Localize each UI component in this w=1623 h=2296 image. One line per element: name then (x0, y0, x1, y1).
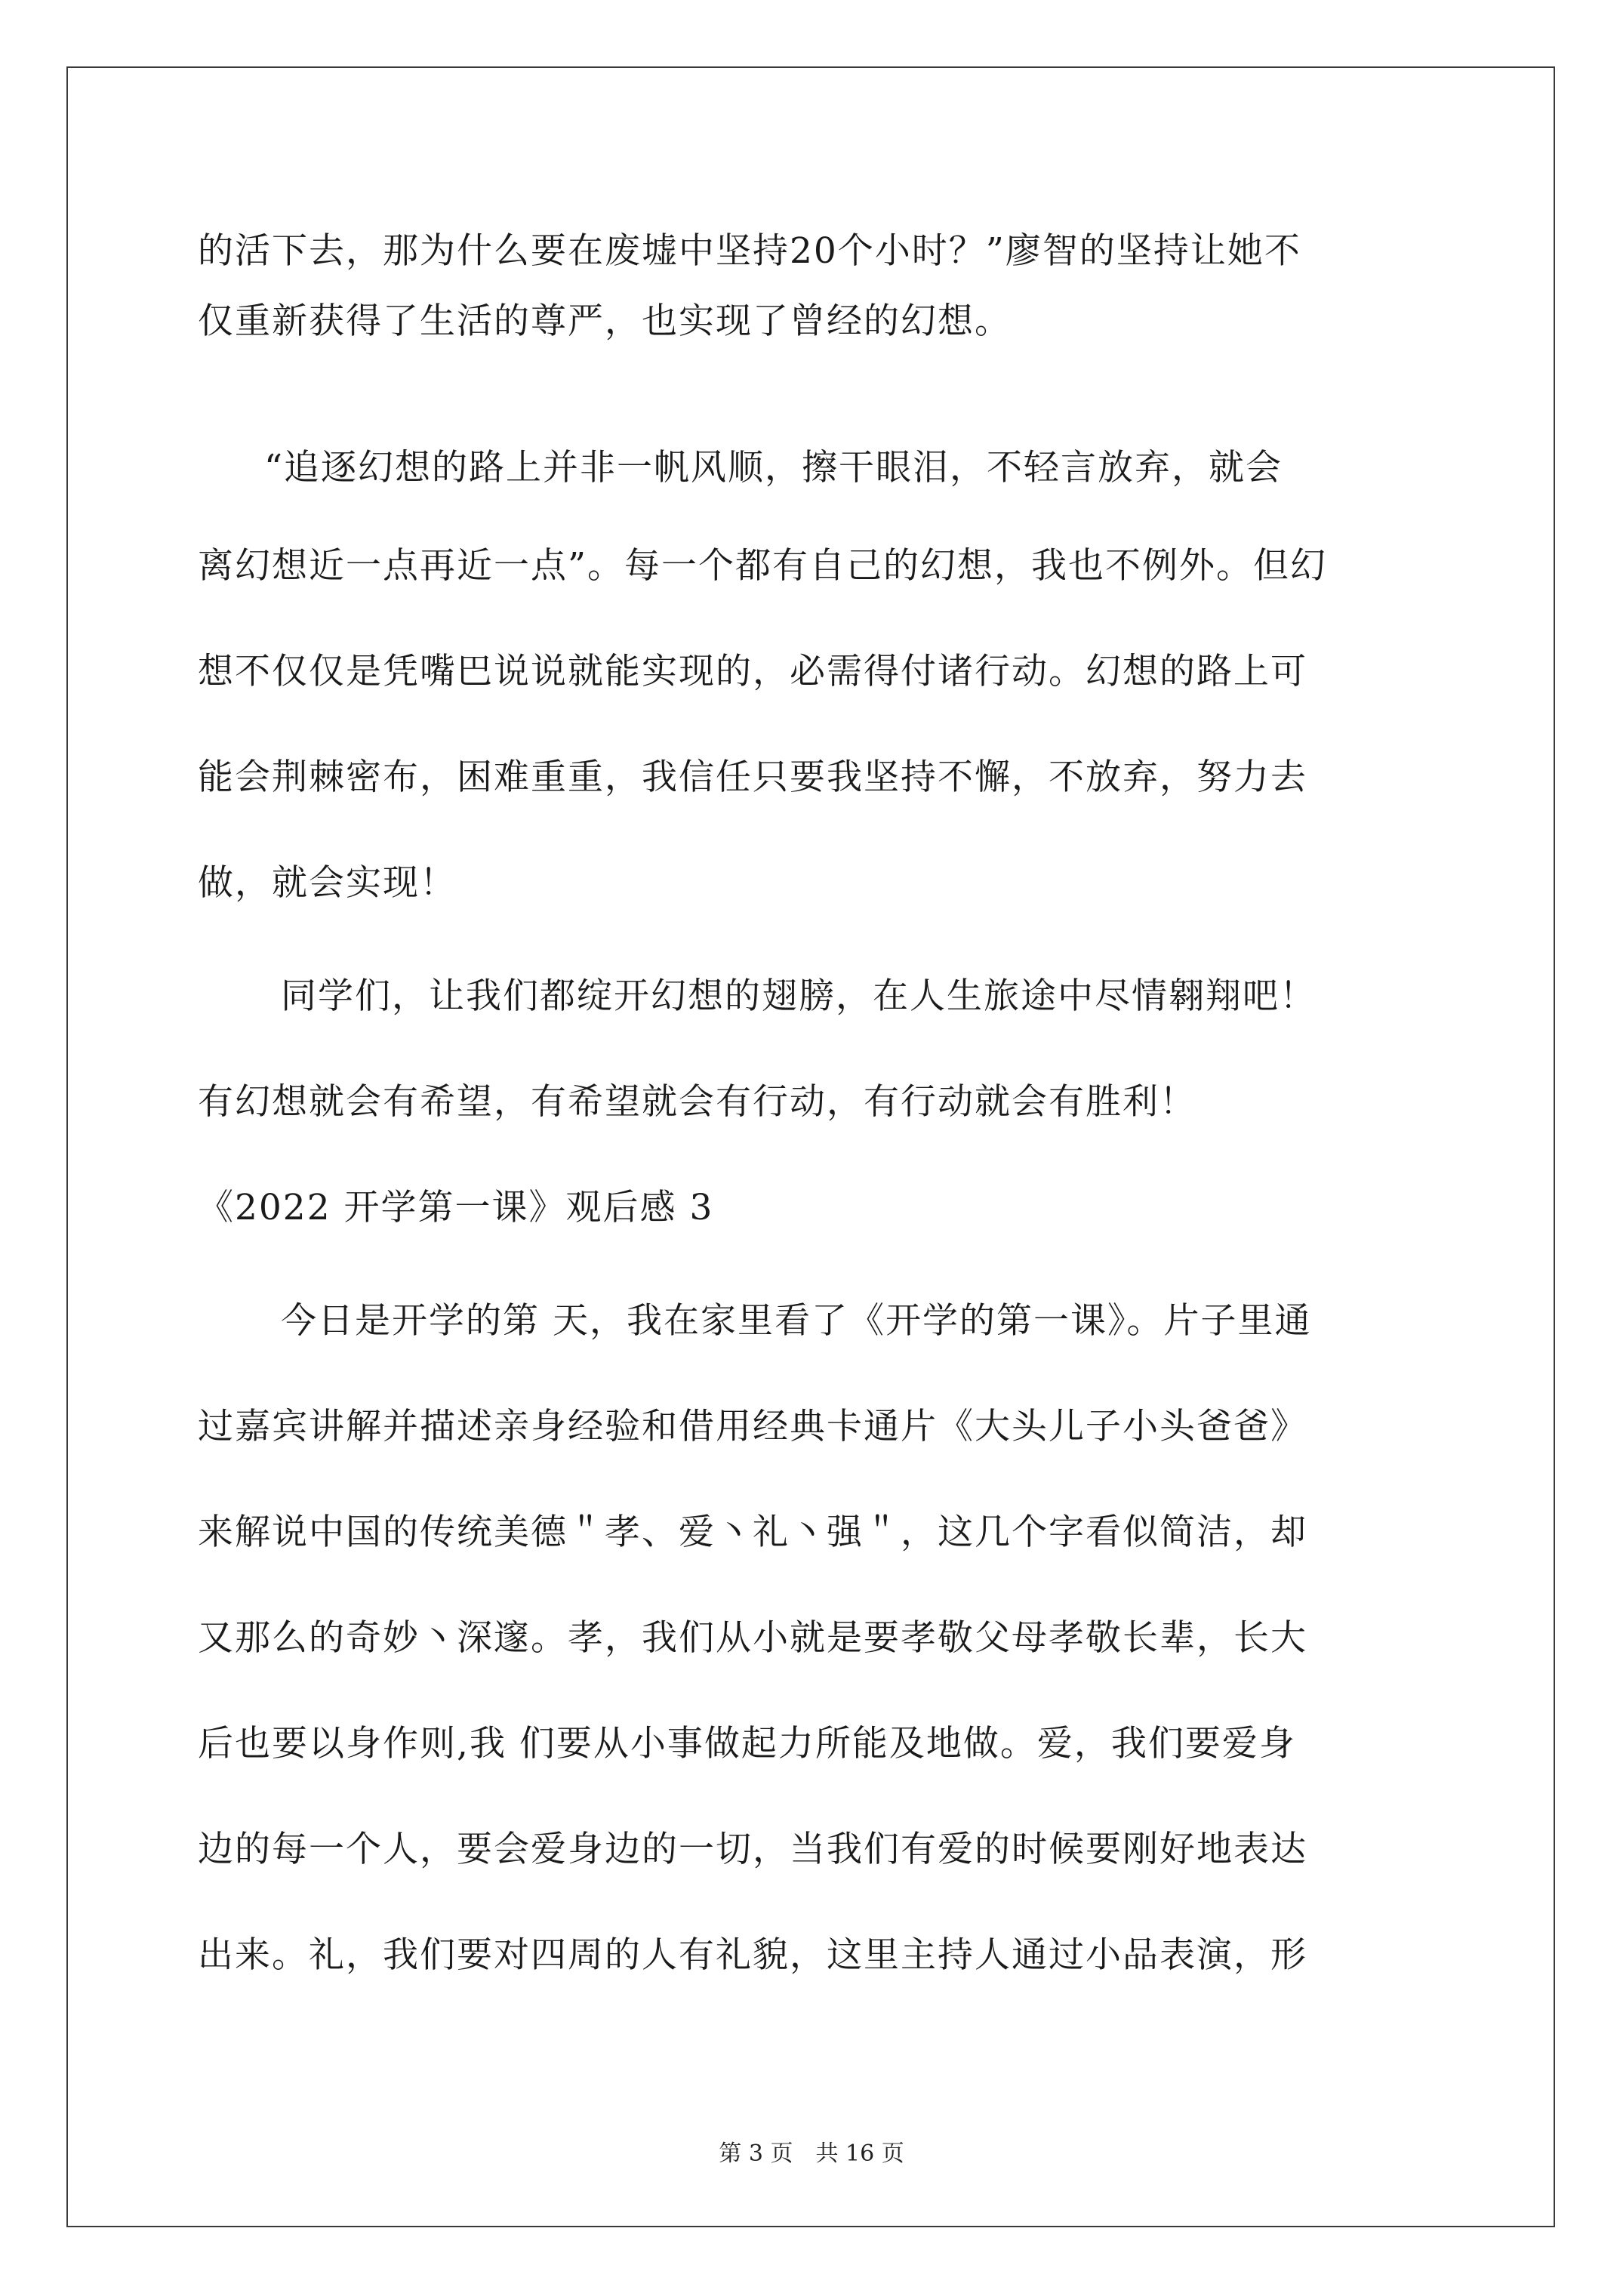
text-line: 的活下去，那为什么要在废墟中坚持20个小时？”廖智的坚持让她不 (198, 230, 1301, 272)
text-line: 后也要以身作则,我 们要从小事做起力所能及地做。爱，我们要爱身 (198, 1723, 1296, 1764)
text-line: 边的每一个人，要会爱身边的一切，当我们有爱的时候要刚好地表达 (198, 1829, 1307, 1870)
text-line: 过嘉宾讲解并描述亲身经验和借用经典卡通片《大头儿子小头爸爸》 (198, 1406, 1307, 1447)
text-line: 来解说中国的传统美德＂孝、爱丶礼丶强＂，这几个字看似简洁，却 (198, 1512, 1307, 1553)
text-line: 又那么的奇妙丶深邃。孝，我们从小就是要孝敬父母孝敬长辈，长大 (198, 1617, 1307, 1659)
text-line: 出来。礼，我们要对四周的人有礼貌，这里主持人通过小品表演，形 (198, 1934, 1307, 1976)
text-line: 今日是开学的第 天，我在家里看了《开学的第一课》。片子里通 (281, 1300, 1312, 1342)
text-line: 离幻想近一点再近一点”。每一个都有自己的幻想，我也不例外。但幻 (198, 545, 1328, 587)
text-line: 想不仅仅是凭嘴巴说说就能实现的，必需得付诸行动。幻想的路上可 (198, 651, 1307, 692)
page-number: 第 3 页 共 16 页 (719, 2140, 904, 2167)
page-border (66, 66, 1555, 2227)
text-line: 有幻想就会有希望，有希望就会有行动，有行动就会有胜利！ (198, 1081, 1196, 1123)
text-line: 能会荆棘密布，困难重重，我信任只要我坚持不懈，不放弃，努力去 (198, 757, 1307, 798)
text-line: 仅重新获得了生活的尊严，也实现了曾经的幻想。 (198, 300, 1012, 342)
text-line: “追逐幻想的路上并非一帆风顺，擦干眼泪，不轻言放弃，就会 (264, 447, 1283, 488)
text-line: 做，就会实现！ (198, 862, 457, 904)
text-line: 同学们，让我们都绽开幻想的翅膀，在人生旅途中尽情翱翔吧！ (281, 975, 1317, 1017)
section-heading: 《2022 开学第一课》观后感 3 (198, 1187, 714, 1228)
